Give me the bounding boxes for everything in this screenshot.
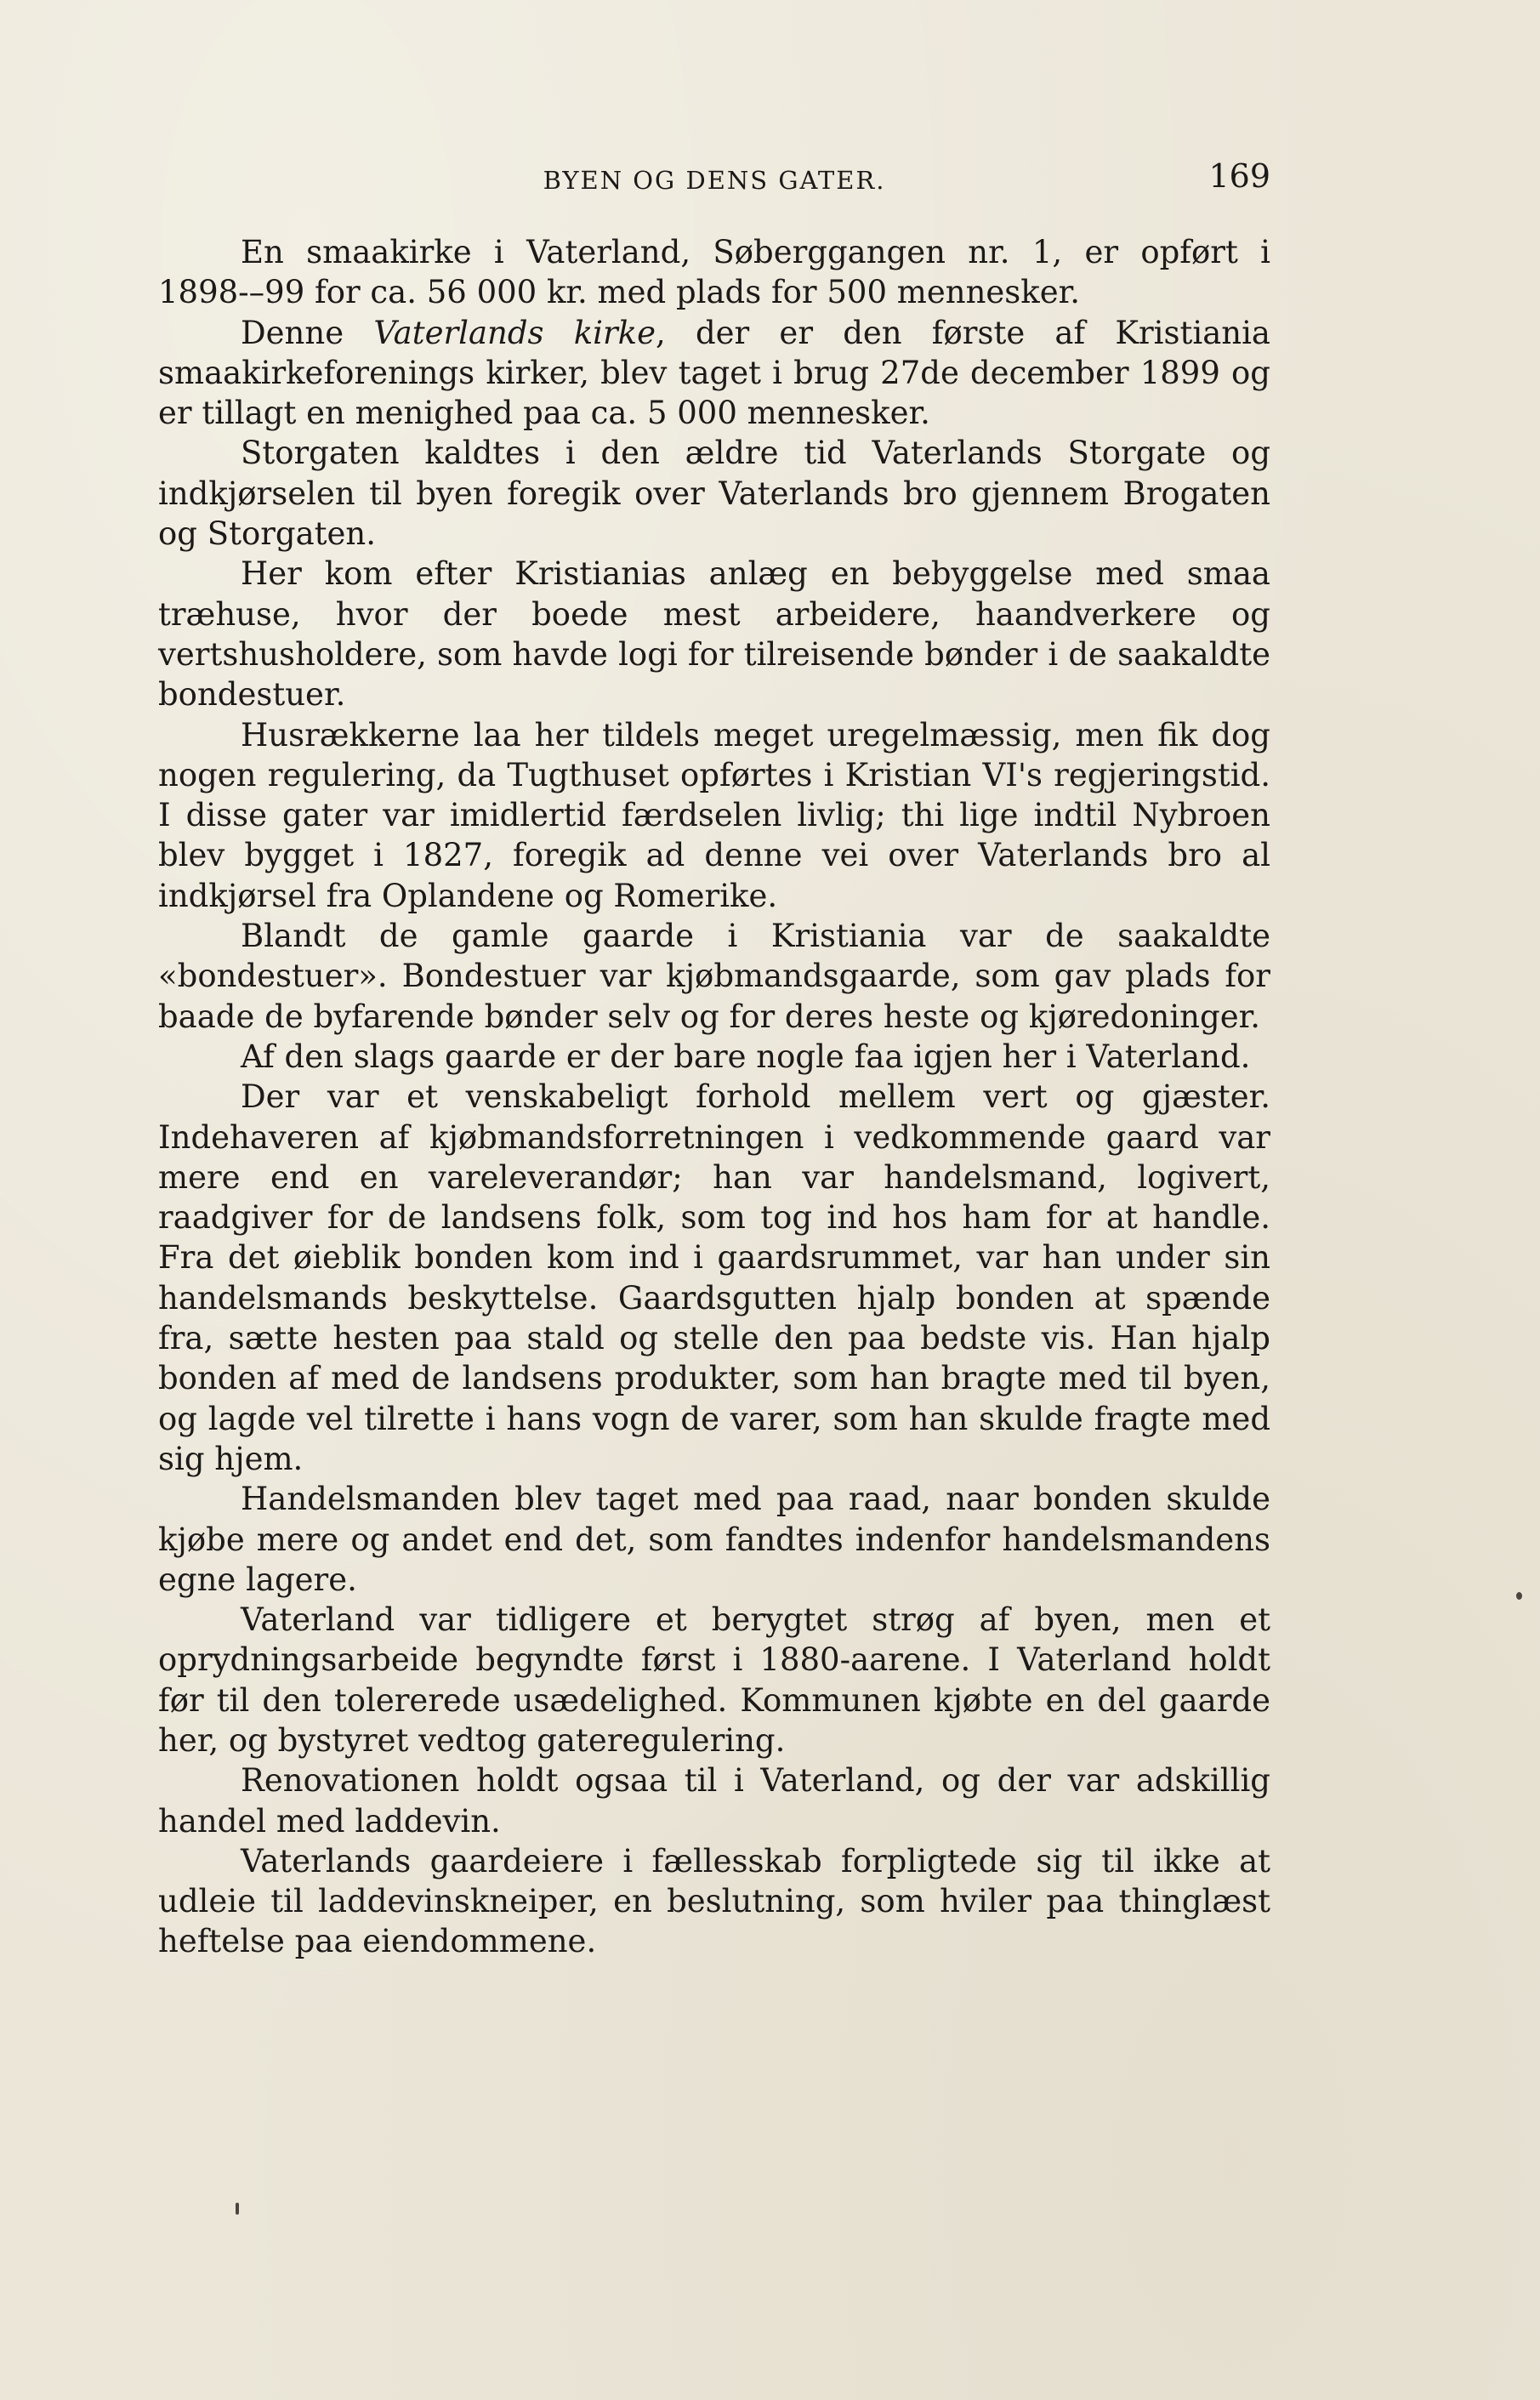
paragraph [158, 313, 1270, 434]
paragraph-text: Her kom efter Kristianias anlæg en bebyggelse med smaa træhuse, hvor der boede mest arbeidere, haandverkere og vertshusholdere, som havde logi for tilreisende bønder i de saakaldte bondestuer. [158, 555, 1270, 714]
paragraph-text: Blandt de gamle gaarde i Kristiania var de saakaldte «bondestuer». Bondestuer var kjøbmandsgaarde, som gav plads for baade de byfarende bønder selv og for deres heste og kjøredoninger. [158, 918, 1270, 1035]
paragraph [158, 916, 1270, 1037]
paragraph [158, 554, 1270, 714]
paragraph-text: Vaterland var tidligere et berygtet strøg af byen, men et oprydningsarbeide begyndte først i 1880-aarene. I Vaterland holdt før til den tolererede usædelighed. Kommunen kjøbte en del gaarde her, og bystyret vedtog gateregulering. [158, 1601, 1270, 1759]
paper-speck [1516, 1592, 1522, 1600]
text-block [158, 157, 1270, 1962]
italic-term: Vaterlands kirke [373, 314, 656, 351]
paragraph-text: Vaterlands gaardeiere i fællesskab forpligtede sig til ikke at udleie til laddevinskneiper, en beslutning, som hviler paa thinglæst heftelse paa eiendommene. [158, 1842, 1270, 1960]
paragraph-text: Handelsmanden blev taget med paa raad, naar bonden skulde kjøbe mere og andet end det, som fandtes indenfor handelsmandens egne lagere. [158, 1481, 1270, 1598]
paragraph [158, 1600, 1270, 1760]
paragraph [158, 1037, 1270, 1077]
paragraph [158, 1077, 1270, 1479]
paragraph-text: En smaakirke i Vaterland, Søberggangen nr. 1, er opført i 1898‑–99 for ca. 56 000 kr. med plads for 500 mennesker. [158, 234, 1270, 311]
paragraph-text: Husrækkerne laa her tildels meget uregelmæssig, men fik dog nogen regulering, da Tugthuset opførtes i Kristian VI's regjeringstid. I disse gater var imidlertid færdselen livlig; thi lige indtil Nybroen blev bygget i 1827, foregik ad denne vei over Vaterlands bro al indkjørsel fra Oplandene og Romerike. [158, 716, 1270, 914]
paragraph-text: Denne [241, 314, 374, 351]
paragraph-text: Renovationen holdt ogsaa til i Vaterland, og der var adskillig handel med laddevin. [158, 1762, 1270, 1840]
running-title: BYEN OG DENS GATER. [543, 166, 886, 195]
paragraph [158, 232, 1270, 313]
paper-speck [236, 2203, 239, 2215]
running-head [158, 157, 1270, 205]
body-text [158, 232, 1270, 1962]
paragraph [158, 715, 1270, 916]
paragraph [158, 433, 1270, 554]
paragraph [158, 1841, 1270, 1962]
paragraph [158, 1760, 1270, 1841]
paragraph-text: Storgaten kaldtes i den ældre tid Vaterlands Storgate og indkjørselen til byen foregik over Vaterlands bro gjennem Brogaten og Storgaten. [158, 435, 1270, 553]
paragraph [158, 1479, 1270, 1600]
page-number: 169 [1208, 157, 1270, 195]
paragraph-text: Der var et venskabeligt forhold mellem vert og gjæster. Indehaveren af kjøbmandsforretningen i vedkommende gaard var mere end en vareleverandør; han var handelsmand, logivert, raadgiver for de landsens folk, som tog ind hos ham for at handle. Fra det øieblik bonden kom ind i gaardsrummet, var han under sin handelsmands beskyttelse. Gaardsgutten hjalp bonden at spænde fra, sætte hesten paa stald og stelle den paa bedste vis. Han hjalp bonden af med de landsens produkter, som han bragte med til byen, og lagde vel tilrette i hans vogn de varer, som han skulde fragte med sig hjem. [158, 1078, 1270, 1477]
paragraph-text: Af den slags gaarde er der bare nogle faa igjen her i Vaterland. [241, 1038, 1251, 1075]
paragraph-text: , der er den første af Kristiania smaakirkeforenings kirker, blev taget i brug 27de december 1899 og er tillagt en menighed paa ca. 5 000 mennesker. [158, 314, 1270, 432]
